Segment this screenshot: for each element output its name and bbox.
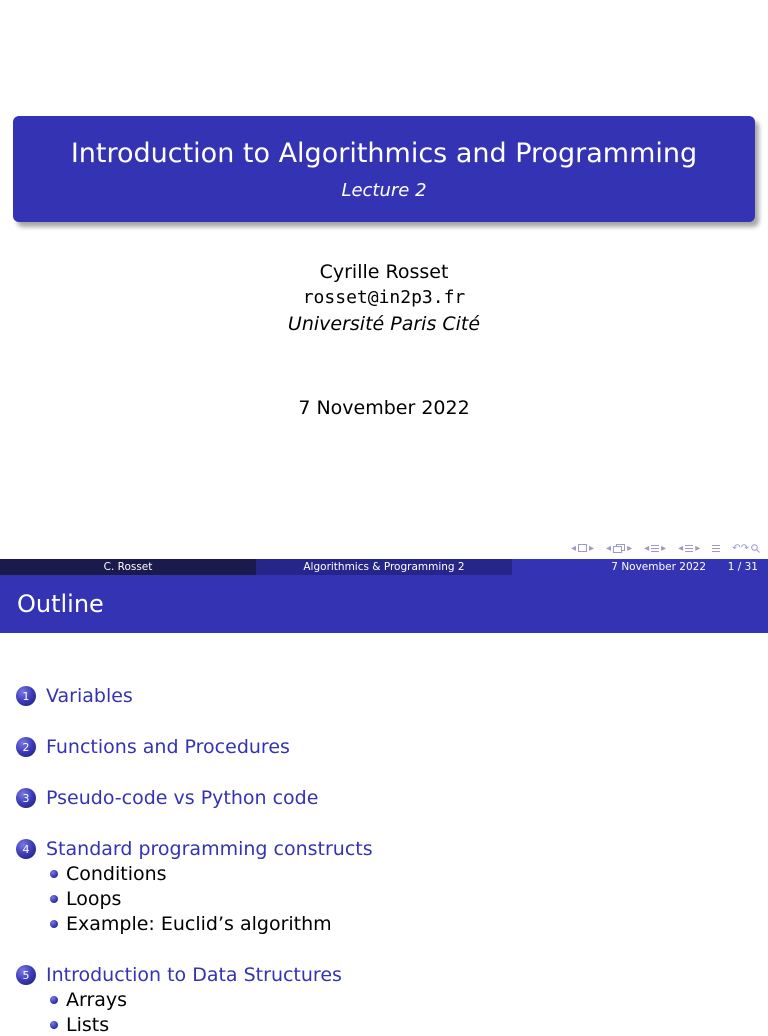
author-block <box>0 259 768 337</box>
nav-frame-icon[interactable]: ◂ ▸ <box>570 542 595 554</box>
section-number-ball: 1 <box>16 686 36 706</box>
footer-page-number: 1 / 31 <box>727 561 758 573</box>
outline-subsection[interactable] <box>50 989 127 1011</box>
footer-date: 7 November 2022 <box>611 561 706 573</box>
author-institution: Université Paris Cité <box>287 313 481 335</box>
bullet-icon <box>50 870 58 878</box>
presentation-date: 7 November 2022 <box>298 397 470 419</box>
subsection-label: Arrays <box>66 989 128 1011</box>
title-box <box>13 116 755 222</box>
outline-section-3[interactable] <box>16 787 318 809</box>
frame-title: Outline <box>17 590 104 618</box>
presentation-subtitle: Lecture 2 <box>341 180 427 201</box>
section-number-ball: 5 <box>16 965 36 985</box>
section-number-ball: 4 <box>16 839 36 859</box>
section-label: Pseudo-code vs Python code <box>46 787 319 809</box>
bullet-icon <box>50 895 58 903</box>
outline-subsection[interactable] <box>50 888 121 910</box>
outline-subsection[interactable] <box>50 863 167 885</box>
footer-date-page <box>512 559 768 575</box>
section-label: Standard programming constructs <box>46 838 373 860</box>
subsection-label: Example: Euclid’s algorithm <box>66 913 332 935</box>
footer-bar <box>0 559 768 575</box>
navigation-symbols <box>571 541 760 555</box>
nav-doc-icon[interactable] <box>712 544 720 553</box>
nav-subsection-list-icon[interactable]: ◂ ▸ <box>678 542 701 554</box>
footer-author: C. Rosset <box>0 559 256 575</box>
outline-section-2[interactable] <box>16 736 290 758</box>
subsection-label: Conditions <box>66 863 167 885</box>
footer-short-title: Algorithmics & Programming 2 <box>256 559 512 575</box>
subsection-label: Loops <box>66 888 122 910</box>
bullet-icon <box>50 1021 58 1029</box>
section-label: Introduction to Data Structures <box>46 964 342 986</box>
section-number-ball: 2 <box>16 737 36 757</box>
outline-section-4[interactable] <box>16 838 373 860</box>
subsection-label: Lists <box>66 1014 110 1036</box>
frame-title-bar <box>0 575 768 633</box>
outline-subsection[interactable] <box>50 913 332 935</box>
nav-search-icon[interactable]: ↶↷ <box>732 543 760 554</box>
bullet-icon <box>50 920 58 928</box>
outline-section-1[interactable] <box>16 685 133 707</box>
section-label: Functions and Procedures <box>46 736 290 758</box>
author-name: Cyrille Rosset <box>319 261 449 283</box>
section-label: Variables <box>46 685 133 707</box>
presentation-title: Introduction to Algorithmics and Programming <box>70 138 698 169</box>
outline-section-5[interactable] <box>16 964 342 986</box>
outline-subsection[interactable] <box>50 1014 109 1036</box>
bullet-icon <box>50 996 58 1004</box>
nav-subsection-icon[interactable]: ◂ ▸ <box>606 542 633 554</box>
section-number-ball: 3 <box>16 788 36 808</box>
author-email: rosset@in2p3.fr <box>302 287 466 308</box>
nav-section-icon[interactable]: ◂ ▸ <box>644 542 667 554</box>
